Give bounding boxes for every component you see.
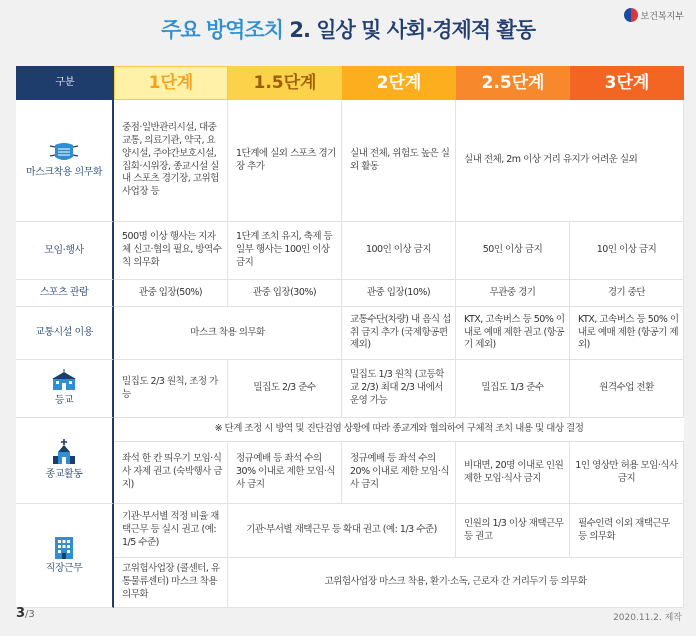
row-gathering — [16, 222, 684, 280]
work-stage-1-5-2: 기관·부서별 재택근무 등 확대 권고 (예: 1/3 수준) — [228, 504, 456, 558]
title-part2: 2. 일상 및 사회·경제적 활동 — [289, 18, 535, 42]
row-sports — [16, 280, 684, 307]
ministry-logo — [624, 8, 684, 22]
gathering-stage-3: 10인 이상 금지 — [570, 222, 684, 280]
row-label-transport: 교통시설 이용 — [16, 307, 114, 360]
transport-stage-2: 교통수단(차량) 내 음식 섭취 금지 추가 (국제항공편 제외) — [342, 307, 456, 360]
production-date: 2020.11.2. 제작 — [613, 613, 682, 623]
row-label-mask-text: 마스크착용 의무화 — [26, 167, 102, 179]
sports-stage-1: 관중 입장(50%) — [114, 280, 228, 307]
religion-stage-2-5: 비대면, 20명 이내로 인원 제한 모임·식사 금지 — [456, 442, 570, 504]
gathering-stage-1-5: 1단계 조치 유지, 축제 등 일부 행사는 100인 이상 금지 — [228, 222, 342, 280]
row-label-mask — [16, 100, 114, 222]
row-label-work-text: 직장근무 — [45, 563, 83, 575]
mask-stage-2: 실내 전체, 위험도 높은 실외 활동 — [342, 100, 456, 222]
religion-stage-1: 좌석 한 칸 띄우기 모임·식사 자제 권고 (숙박행사 금지) — [114, 442, 228, 504]
work-stage-3: 필수인력 이외 재택근무 등 의무화 — [570, 504, 684, 558]
work-highrisk-stage-1: 고위험사업장 (콜센터, 유통물류센터) 마스크 착용 의무화 — [114, 558, 228, 608]
row-religion-note — [16, 418, 684, 442]
sports-stage-2-5: 무관중 경기 — [456, 280, 570, 307]
header-row — [16, 66, 684, 100]
row-mask — [16, 100, 684, 222]
row-label-school-text: 등교 — [54, 395, 74, 407]
row-label-gathering: 모임·행사 — [16, 222, 114, 280]
col-header-category: 구분 — [16, 66, 114, 100]
school-stage-1: 밀집도 2/3 원칙, 조정 가능 — [114, 360, 228, 418]
col-header-stage-2: 2단계 — [342, 66, 456, 100]
page-number — [16, 606, 35, 621]
row-transport — [16, 307, 684, 360]
row-label-sports: 스포츠 관람 — [16, 280, 114, 307]
mask-icon — [49, 141, 79, 163]
school-stage-2-5: 밀집도 1/3 준수 — [456, 360, 570, 418]
page-title — [0, 14, 696, 44]
sports-stage-2: 관중 입장(10%) — [342, 280, 456, 307]
religion-stage-3: 1인 영상만 허용 모임·식사 금지 — [570, 442, 684, 504]
title-part1: 주요 방역조치 — [160, 18, 284, 42]
mask-stage-1-5: 1단계에 실외 스포츠 경기장 추가 — [228, 100, 342, 222]
religion-stage-2: 정규예배 등 좌석 수의 20% 이내로 제한 모임·식사 금지 — [342, 442, 456, 504]
school-stage-1-5: 밀집도 2/3 준수 — [228, 360, 342, 418]
taegeuk-icon — [624, 8, 638, 22]
religion-stage-1-5: 정규예배 등 좌석 수의 30% 이내로 제한 모임·식사 금지 — [228, 442, 342, 504]
work-highrisk-rest: 고위험사업장 마스크 착용, 환기·소독, 근로자 간 거리두기 등 의무화 — [228, 558, 684, 608]
school-icon — [51, 369, 77, 391]
transport-stage-3: KTX, 고속버스 등 50% 이내로 예매 제한 (항공기 제외) — [570, 307, 684, 360]
work-stage-1: 기관·부서별 적정 비율 재택근무 등 실시 권고 (예: 1/5 수준) — [114, 504, 228, 558]
row-label-school — [16, 360, 114, 418]
row-school — [16, 360, 684, 418]
row-label-religion-text: 종교활동 — [45, 469, 83, 481]
transport-stage-1-1-5: 마스크 착용 의무화 — [114, 307, 342, 360]
row-work — [16, 504, 684, 558]
gathering-stage-1: 500명 이상 행사는 지자체 신고·협의 필요, 방역수칙 의무화 — [114, 222, 228, 280]
page-current: 3 — [16, 606, 26, 621]
work-stage-2-5: 인원의 1/3 이상 재택근무 등 권고 — [456, 504, 570, 558]
religion-note: ※ 단계 조정 시 방역 및 진단검염 상황에 따라 종교계와 협의하여 구체적 조치 내용 및 대상 결정 — [114, 418, 684, 442]
measures-table — [16, 66, 684, 608]
row-work-highrisk — [16, 558, 684, 608]
transport-stage-2-5: KTX, 고속버스 등 50% 이내로 예매 제한 권고 (항공기 제외) — [456, 307, 570, 360]
sports-stage-3: 경기 중단 — [570, 280, 684, 307]
sports-stage-1-5: 관중 입장(30%) — [228, 280, 342, 307]
row-label-work — [16, 504, 114, 608]
col-header-stage-3: 3단계 — [570, 66, 684, 100]
church-icon — [52, 439, 76, 465]
col-header-stage-2-5: 2.5단계 — [456, 66, 570, 100]
row-label-religion — [16, 418, 114, 504]
ministry-name: 보건복지부 — [640, 11, 684, 22]
page-total: /3 — [25, 609, 35, 620]
school-stage-3: 원격수업 전환 — [570, 360, 684, 418]
col-header-stage-1-5: 1.5단계 — [228, 66, 342, 100]
row-religion — [16, 442, 684, 504]
mask-stage-2-5-3: 실내 전체, 2m 이상 거리 유지가 어려운 실외 — [456, 100, 684, 222]
school-stage-2: 밀집도 1/3 원칙 (고등학교 2/3) 최대 2/3 내에서 운영 가능 — [342, 360, 456, 418]
col-header-stage-1: 1단계 — [114, 66, 228, 100]
office-building-icon — [52, 535, 76, 559]
gathering-stage-2: 100인 이상 금지 — [342, 222, 456, 280]
mask-stage-1: 중점·일반관리시설, 대중교통, 의료기관, 약국, 요양시설, 주야간보호시설, 집회·시위장, 종교시설 실내 스포츠 경기장, 고위험 사업장 등 — [114, 100, 228, 222]
gathering-stage-2-5: 50인 이상 금지 — [456, 222, 570, 280]
